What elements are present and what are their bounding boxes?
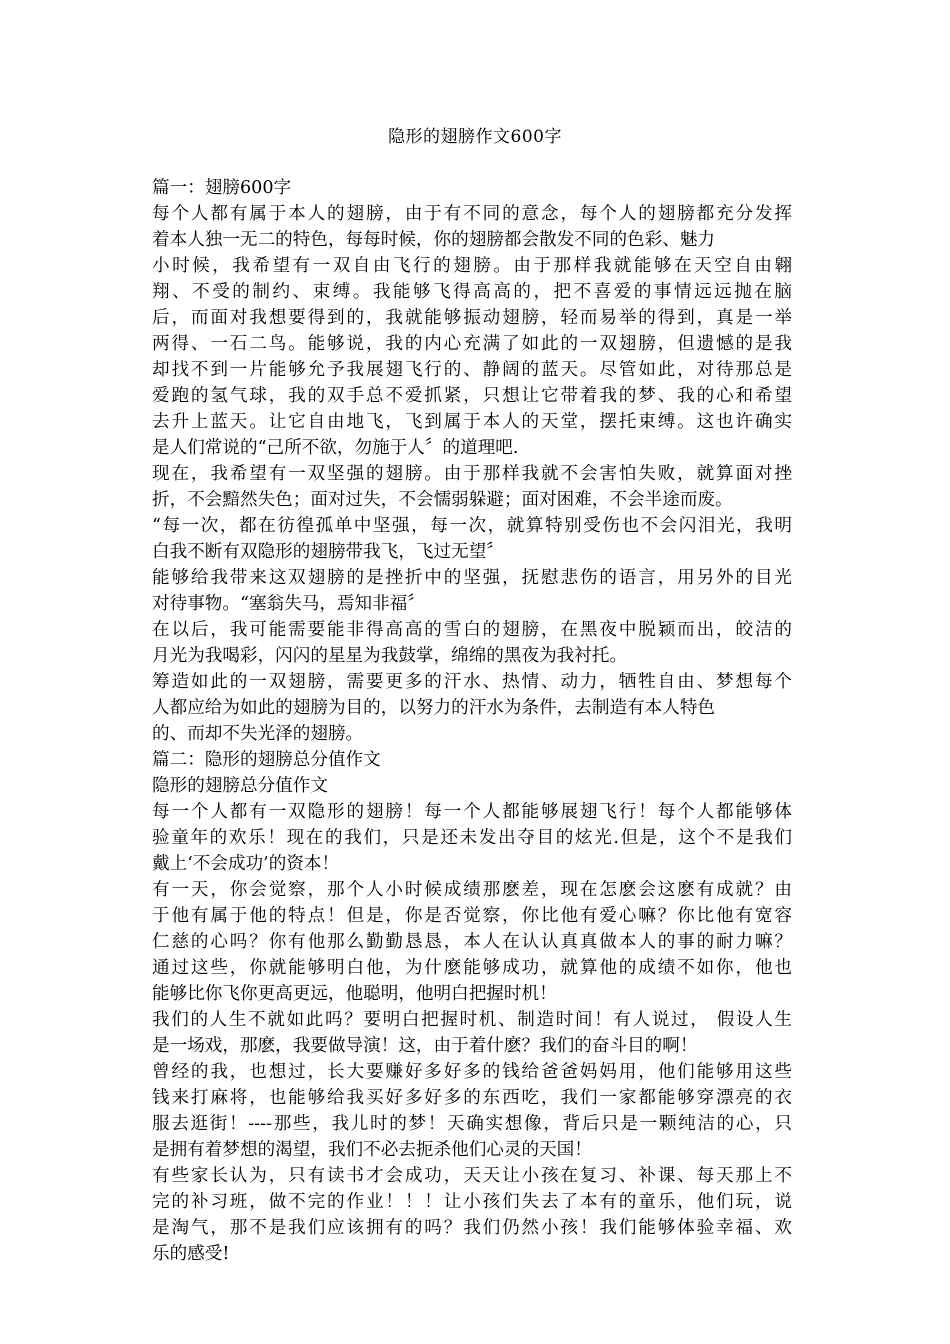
text-line: 在以后，我可能需要能非得高高的雪白的翅膀，在黑夜中脱颖而出，皎洁的 bbox=[152, 620, 792, 640]
section-heading-1: 篇一：翅膀600字 bbox=[152, 178, 292, 198]
text-line: 折，不会黯然失色；面对过失，不会懦弱躲避；面对困难，不会半途而废。 bbox=[152, 490, 733, 510]
text-line: 服去逛街！----那些，我儿时的梦！天确实想像，背后只是一颗纯洁的心，只 bbox=[152, 1114, 792, 1134]
text-line: 是人们常说的“己所不欲，勿施于人〞的道理吧. bbox=[152, 438, 519, 458]
text-line: 能够比你飞你更高更远，他聪明，他明白把握时机！ bbox=[152, 984, 557, 1004]
text-line: 的、而却不失光泽的翅膀。 bbox=[152, 724, 364, 744]
text-line: 戴上‘不会成功’的资本！ bbox=[152, 854, 340, 874]
text-line: 是淘气，那不是我们应该拥有的吗？我们仍然小孩！我们能够体验幸福、欢 bbox=[152, 1218, 792, 1238]
text-line: 完的补习班，做不完的作业！！！让小孩们失去了本有的童乐，他们玩，说 bbox=[152, 1192, 792, 1212]
text-line: 有些家长认为，只有读书才会成功，天天让小孩在复习、补课、每天那上不 bbox=[152, 1166, 792, 1186]
text-line: 去升上蓝天。让它自由地飞，飞到属于本人的天堂，摆托束缚。这也许确实 bbox=[152, 412, 792, 432]
document-title: 隐形的翅膀作文600字 bbox=[388, 127, 562, 147]
text-line: 验童年的欢乐！现在的我们，只是还未发出夺目的炫光.但是，这个不是我们 bbox=[152, 828, 792, 848]
text-line: 每一个人都有一双隐形的翅膀！每一个人都能够展翅飞行！每个人都能够体 bbox=[152, 802, 792, 822]
text-line: “每一次，都在彷徨孤单中坚强，每一次，就算特别受伤也不会闪泪光，我明 bbox=[152, 516, 792, 536]
text-line: 于他有属于他的特点！但是，你是否觉察，你比他有爱心嘛？你比他有宽容 bbox=[152, 906, 792, 926]
text-line: 钱来打麻将，也能够给我买好多好多的东西吃，我们一家都能够穿漂亮的衣 bbox=[152, 1088, 792, 1108]
text-line: 现在，我希望有一双坚强的翅膀。由于那样我就不会害怕失败，就算面对挫 bbox=[152, 464, 792, 484]
text-line: 却找不到一片能够允予我展翅飞行的、静阔的蓝天。尽管如此，对待那总是 bbox=[152, 360, 792, 380]
text-line: 是拥有着梦想的渴望，我们不必去扼杀他们心灵的天国！ bbox=[152, 1140, 592, 1160]
text-line: 通过这些，你就能够明白他，为什麽能够成功，就算他的成绩不如你，他也 bbox=[152, 958, 792, 978]
text-line: 仁慈的心吗？你有他那么勤勤恳恳，本人在认认真真做本人的事的耐力嘛？ bbox=[152, 932, 792, 952]
section-heading-2: 篇二：隐形的翅膀总分值作文 bbox=[152, 750, 381, 770]
text-line: 有一天，你会觉察，那个人小时候成绩那麽差，现在怎麽会这麽有成就？由 bbox=[152, 880, 792, 900]
text-line: 乐的感受! bbox=[152, 1244, 230, 1264]
text-line: 后，而面对我想要得到的，我就能够振动翅膀，轻而易举的得到，真是一举 bbox=[152, 308, 792, 328]
text-line: 筹造如此的一双翅膀，需要更多的汗水、热情、动力，牺牲自由、梦想每个 bbox=[152, 672, 792, 692]
text-line: 对待事物。“塞翁失马，焉知非福〞 bbox=[152, 594, 425, 614]
text-line: 小时候，我希望有一双自由飞行的翅膀。由于那样我就能够在天空自由翱 bbox=[152, 256, 792, 276]
text-line: 白我不断有双隐形的翅膀带我飞，飞过无望〞 bbox=[152, 542, 504, 562]
text-line: 人都应给为如此的翅膀为目的，以努力的汗水为条件，去制造有本人特色 bbox=[152, 698, 716, 718]
text-line: 曾经的我，也想过，长大要赚好多好多的钱给爸爸妈妈用，他们能够用这些 bbox=[152, 1062, 792, 1082]
text-line: 我们的人生不就如此吗？要明白把握时机、制造时间！有人说过， 假设人生 bbox=[152, 1010, 792, 1030]
text-line: 爱跑的氢气球，我的双手总不爱抓紧，只想让它带着我的梦、我的心和希望 bbox=[152, 386, 792, 406]
section-subtitle: 隐形的翅膀总分值作文 bbox=[152, 776, 328, 796]
text-line: 着本人独一无二的特色，每每时候，你的翅膀都会散发不同的色彩、魅力 bbox=[152, 230, 716, 250]
text-line: 两得、一石二鸟。能够说，我的内心充满了如此的一双翅膀，但遗憾的是我 bbox=[152, 334, 792, 354]
text-line: 每个人都有属于本人的翅膀，由于有不同的意念，每个人的翅膀都充分发挥 bbox=[152, 204, 792, 224]
text-line: 月光为我喝彩，闪闪的星星为我鼓掌，绵绵的黑夜为我衬托。 bbox=[152, 646, 628, 666]
text-line: 能够给我带来这双翅膀的是挫折中的坚强，抚慰悲伤的语言，用另外的目光 bbox=[152, 568, 792, 588]
text-line: 翔、不受的制约、束缚。我能够飞得高高的，把不喜爱的事情远远抛在脑 bbox=[152, 282, 792, 302]
text-line: 是一场戏，那麽，我要做导演！这，由于着什麽？我们的奋斗目的啊！ bbox=[152, 1036, 698, 1056]
